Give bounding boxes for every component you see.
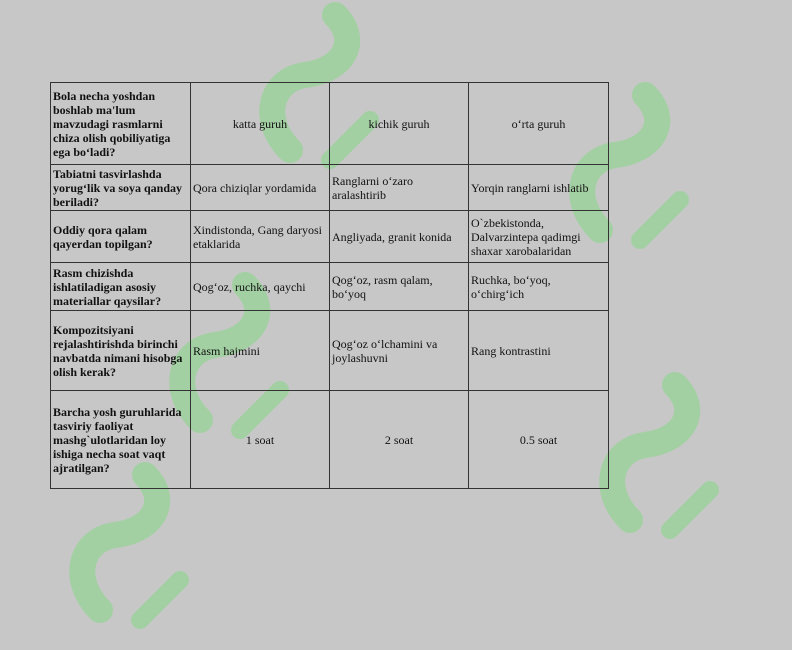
sof-logo-icon (590, 330, 760, 560)
answer-cell: 2 soat (330, 391, 469, 489)
answer-cell: Angliyada, granit konida (330, 211, 469, 263)
table-row (51, 83, 609, 165)
answer-cell: 0.5 soat (469, 391, 609, 489)
answer-cell: Yorqin ranglarni ishlatib (469, 165, 609, 211)
table-row (51, 311, 609, 391)
answer-cell: Xindistonda, Gang daryosi etaklarida (191, 211, 330, 263)
question-cell: Rasm chizishda ishlatiladigan asosiy materiallar qaysilar? (51, 263, 191, 311)
question-cell: Tabiatni tasvirlashda yorug‘lik va soya qanday beriladi? (51, 165, 191, 211)
question-cell: Kompozitsiyani rejalashtirishda birinchi navbatda nimani hisobga olish kerak? (51, 311, 191, 391)
table-row (51, 263, 609, 311)
answer-cell: Qog‘oz o‘lchamini va joylashuvni (330, 311, 469, 391)
answer-cell: Qog‘oz, rasm qalam, bo‘yoq (330, 263, 469, 311)
answer-cell: katta guruh (191, 83, 330, 165)
answer-cell: 1 soat (191, 391, 330, 489)
answer-cell: O`zbekistonda, Dalvarzintepa qadimgi shaxar xarobalaridan (469, 211, 609, 263)
table-row (51, 211, 609, 263)
quiz-table (50, 82, 609, 489)
answer-cell: Rasm hajmini (191, 311, 330, 391)
answer-cell: Qog‘oz, ruchka, qaychi (191, 263, 330, 311)
answer-cell: kichik guruh (330, 83, 469, 165)
answer-cell: Ruchka, bo‘yoq, o‘chirg‘ich (469, 263, 609, 311)
table-row (51, 391, 609, 489)
answer-cell: Rang kontrastini (469, 311, 609, 391)
question-cell: Oddiy qora qalam qayerdan topilgan? (51, 211, 191, 263)
answer-cell: o‘rta guruh (469, 83, 609, 165)
answer-cell: Qora chiziqlar yordamida (191, 165, 330, 211)
table-row (51, 165, 609, 211)
question-cell: Bola necha yoshdan boshlab ma'lum mavzudagi rasmlarni chiza olish qobiliyatiga ega bo‘ladi? (51, 83, 191, 165)
question-cell: Barcha yosh guruhlarida tasviriy faoliyat mashg`ulotlaridan loy ishiga necha soat vaqt ajratilgan? (51, 391, 191, 489)
answer-cell: Ranglarni o‘zaro aralashtirib (330, 165, 469, 211)
